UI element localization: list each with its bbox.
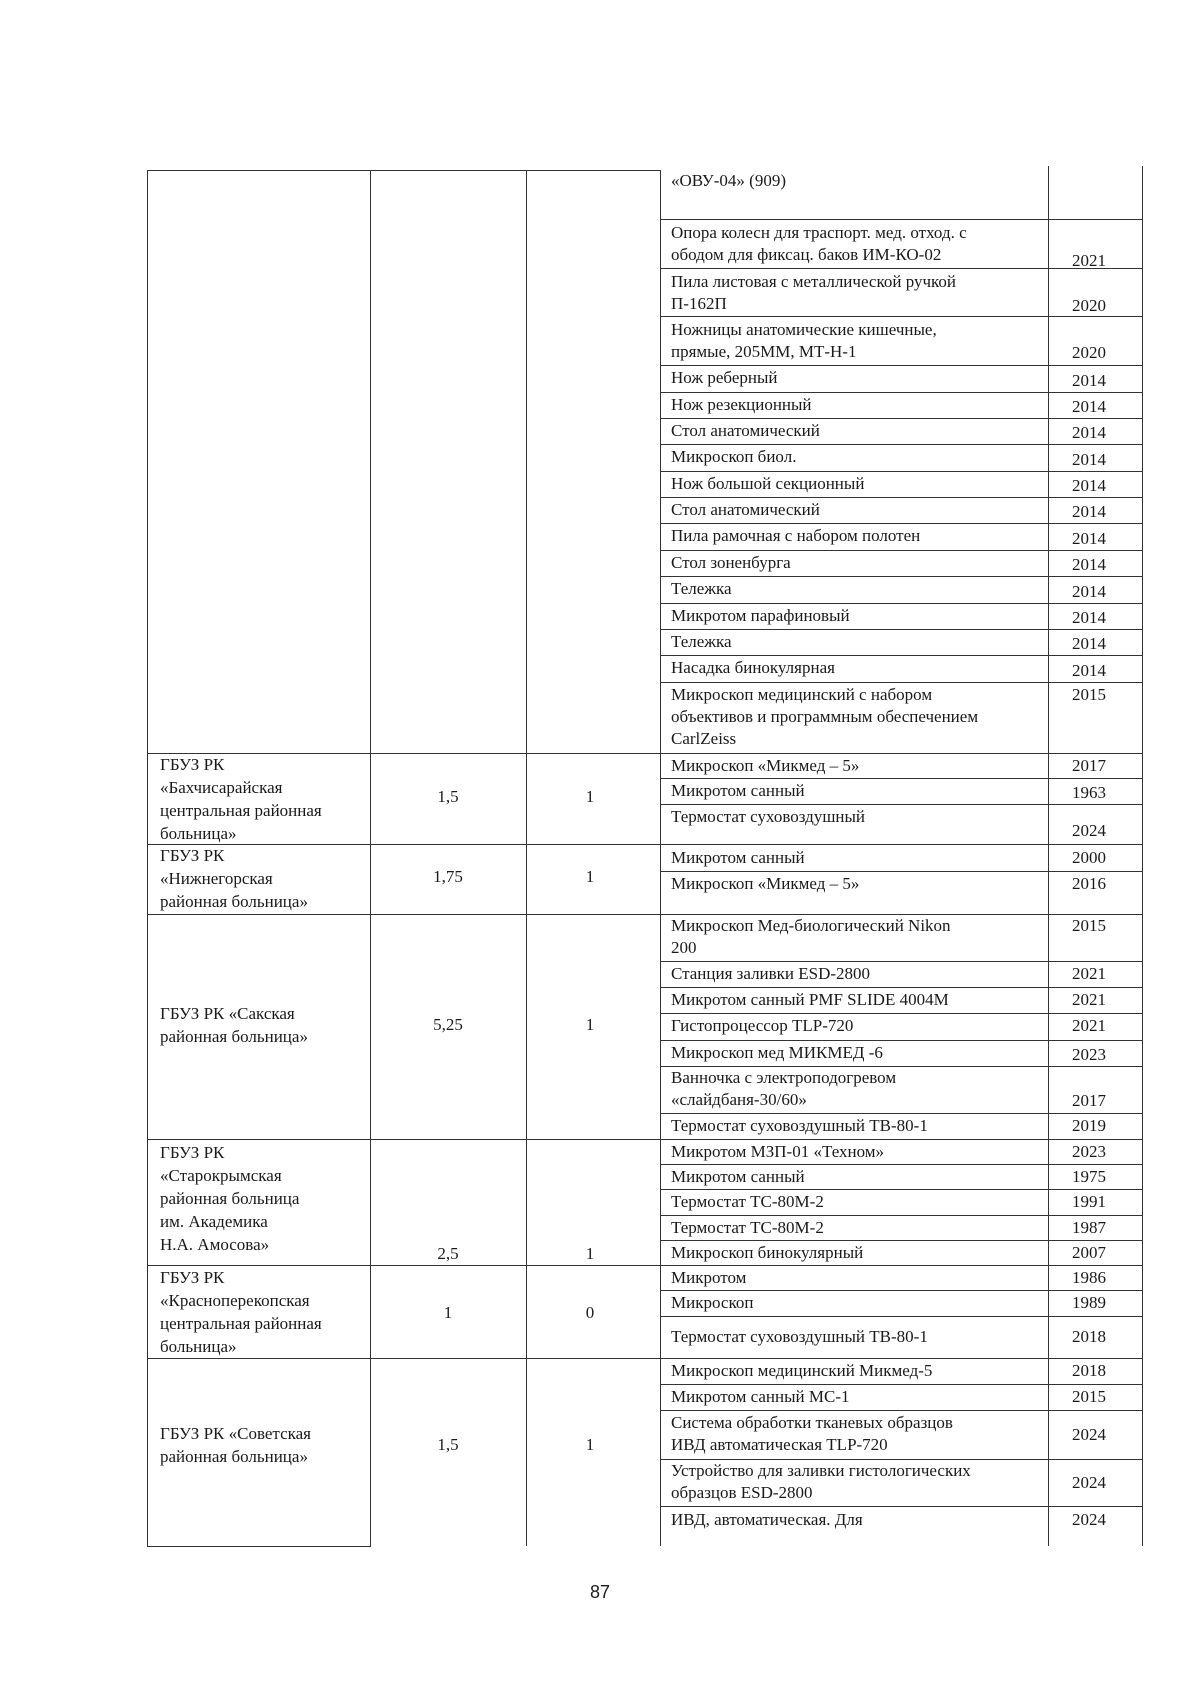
equipment-year: 2007 [1072, 1243, 1106, 1262]
equipment-year: 2021 [1072, 964, 1106, 983]
row-divider [660, 1316, 1142, 1317]
equipment-year: 2015 [1072, 916, 1106, 935]
equipment-year: 1991 [1072, 1192, 1106, 1211]
row-divider [660, 1410, 1142, 1411]
institution-staff: 1 [585, 787, 595, 806]
row-divider [660, 523, 1142, 524]
row-divider [660, 392, 1142, 393]
equipment-name: Система обработки тканевых образцов ИВД автоматическая TLP-720 [671, 1413, 953, 1454]
equipment-year: 2014 [1072, 529, 1106, 548]
equipment-year: 2014 [1072, 423, 1106, 442]
row-divider [660, 1290, 1142, 1291]
institution-staff: 1 [585, 867, 595, 886]
row-divider [660, 961, 1142, 962]
row-divider [660, 629, 1142, 630]
row-divider [660, 471, 1142, 472]
table-column-divider [370, 170, 371, 1546]
equipment-year: 2017 [1072, 756, 1106, 775]
equipment-year: 2024 [1072, 1510, 1106, 1529]
row-divider [660, 1506, 1142, 1507]
equipment-name: Устройство для заливки гистологических образцов ESD-2800 [671, 1461, 971, 1502]
institution-staff: 0 [585, 1303, 595, 1322]
equipment-name: Микротом санный PMF SLIDE 4004M [671, 990, 949, 1009]
institution-name: ГБУЗ РК «Сакская районная больница» [160, 1004, 308, 1046]
equipment-name: Микротом санный [671, 848, 805, 867]
equipment-year: 1987 [1072, 1218, 1106, 1237]
equipment-year: 2024 [1072, 1425, 1106, 1444]
row-divider [660, 871, 1142, 872]
equipment-name: Насадка бинокулярная [671, 658, 835, 677]
equipment-year: 2021 [1072, 990, 1106, 1009]
equipment-name: «ОВУ-04» (909) [671, 171, 787, 190]
equipment-year: 2014 [1072, 634, 1106, 653]
row-divider [660, 804, 1142, 805]
equipment-name: Микроскоп медицинский Микмед-5 [671, 1361, 933, 1380]
page-number: 87 [589, 1582, 611, 1602]
institution-rate: 1 [443, 1303, 453, 1322]
equipment-name: Тележка [671, 632, 732, 651]
equipment-year: 2024 [1072, 821, 1106, 840]
equipment-name: Микроскоп мед МИКМЕД -6 [671, 1043, 883, 1062]
equipment-name: Термостат суховоздушный ТВ-80-1 [671, 1327, 928, 1346]
row-divider [660, 365, 1142, 366]
equipment-name: Пила рамочная с набором полотен [671, 526, 921, 545]
equipment-name: Станция заливки ESD-2800 [671, 964, 871, 983]
equipment-name: Гистопроцессор TLP-720 [671, 1016, 854, 1035]
equipment-name: Опора колесн для траспорт. мед. отход. с ободом для фиксац. баков ИМ-КО-02 [671, 223, 967, 264]
equipment-year: 1963 [1072, 783, 1106, 802]
equipment-year: 2014 [1072, 450, 1106, 469]
table-column-divider [526, 170, 527, 1546]
row-divider [660, 497, 1142, 498]
row-divider [660, 1384, 1142, 1385]
row-divider [660, 987, 1142, 988]
row-divider [660, 444, 1142, 445]
equipment-name: Нож реберный [671, 368, 778, 387]
equipment-name: Микроскоп «Микмед – 5» [671, 874, 860, 893]
equipment-name: Микроскоп «Микмед – 5» [671, 756, 860, 775]
row-divider [660, 1040, 1142, 1041]
equipment-year: 2014 [1072, 582, 1106, 601]
institution-rate: 1,5 [437, 787, 459, 806]
equipment-year: 2020 [1072, 343, 1106, 362]
institution-rate: 1,5 [437, 1435, 459, 1454]
equipment-year: 2014 [1072, 371, 1106, 390]
equipment-year: 2014 [1072, 608, 1106, 627]
equipment-year: 2015 [1072, 685, 1106, 704]
equipment-year: 2015 [1072, 1387, 1106, 1406]
equipment-name: Стол анатомический [671, 421, 820, 440]
institution-divider [147, 914, 1142, 915]
row-divider [660, 603, 1142, 604]
table-border-left [147, 170, 148, 1546]
equipment-name: Пила листовая с металлической ручкой П-162П [671, 272, 957, 313]
equipment-year: 1975 [1072, 1167, 1106, 1186]
institution-name: ГБУЗ РК «Красноперекопская центральная районная больница» [160, 1268, 322, 1356]
row-divider [660, 1189, 1142, 1190]
row-divider [660, 418, 1142, 419]
equipment-name: Нож большой секционный [671, 474, 865, 493]
equipment-year: 2016 [1072, 874, 1106, 893]
row-divider [660, 1215, 1142, 1216]
institution-name: ГБУЗ РК «Нижнегорская районная больница» [160, 846, 308, 911]
equipment-year: 2024 [1072, 1473, 1106, 1492]
equipment-year: 2018 [1072, 1361, 1106, 1380]
equipment-year: 2020 [1072, 296, 1106, 315]
equipment-name: Микроскоп Мед-биологический Nikon 200 [671, 916, 951, 957]
equipment-year: 2014 [1072, 555, 1106, 574]
row-divider [660, 219, 1142, 220]
equipment-year: 2018 [1072, 1327, 1106, 1346]
equipment-name: Термостат ТС-80М-2 [671, 1192, 824, 1211]
row-divider [660, 655, 1142, 656]
institution-divider [147, 1358, 1142, 1359]
row-divider [660, 1164, 1142, 1165]
equipment-name: Микротом санный МС-1 [671, 1387, 850, 1406]
equipment-year: 2014 [1072, 661, 1106, 680]
row-divider [660, 1113, 1142, 1114]
table-bottom-border [147, 1546, 371, 1547]
equipment-name: Нож резекционный [671, 395, 812, 414]
institution-divider [147, 1139, 1142, 1140]
table-border-right [1142, 166, 1143, 1546]
equipment-name: Микротом санный [671, 1167, 805, 1186]
equipment-name: ИВД, автоматическая. Для [671, 1510, 863, 1529]
equipment-year: 2023 [1072, 1142, 1106, 1161]
institution-rate: 5,25 [433, 1015, 463, 1034]
equipment-name: Ножницы анатомические кишечные, прямые, 205ММ, МТ-Н-1 [671, 320, 937, 361]
equipment-year: 1989 [1072, 1293, 1106, 1312]
table-top-border [147, 170, 660, 171]
institution-staff: 1 [585, 1015, 595, 1034]
equipment-year: 2014 [1072, 397, 1106, 416]
equipment-name: Микротом санный [671, 781, 805, 800]
equipment-name: Тележка [671, 579, 732, 598]
institution-name: ГБУЗ РК «Старокрымская районная больница им. Академика Н.А. Амосова» [160, 1143, 300, 1254]
equipment-name: Микротом парафиновый [671, 606, 850, 625]
equipment-year: 2023 [1072, 1045, 1106, 1064]
row-divider [660, 682, 1142, 683]
equipment-year: 2019 [1072, 1116, 1106, 1135]
equipment-name: Стол анатомический [671, 500, 820, 519]
equipment-name: Микротом МЗП-01 «Техном» [671, 1142, 885, 1161]
equipment-name: Термостат ТС-80М-2 [671, 1218, 824, 1237]
equipment-name: Микроскоп медицинский с набором объективов и программным обеспечением CarlZeiss [671, 685, 979, 748]
institution-name: ГБУЗ РК «Советская районная больница» [160, 1424, 311, 1466]
equipment-year: 2021 [1072, 251, 1106, 270]
institution-rate: 2,5 [437, 1244, 459, 1263]
equipment-name: Микроскоп [671, 1293, 754, 1312]
equipment-name: Микротом [671, 1268, 747, 1287]
equipment-year: 1986 [1072, 1268, 1106, 1287]
equipment-name: Стол зоненбурга [671, 553, 791, 572]
row-divider [660, 576, 1142, 577]
equipment-name: Микроскоп биол. [671, 447, 797, 466]
row-divider [660, 1240, 1142, 1241]
row-divider [660, 778, 1142, 779]
institution-rate: 1,75 [433, 867, 463, 886]
row-divider [660, 550, 1142, 551]
equipment-name: Термостат суховоздушный [671, 807, 866, 826]
table-column-divider [660, 170, 661, 1546]
equipment-year: 2017 [1072, 1091, 1106, 1110]
equipment-year: 2014 [1072, 476, 1106, 495]
equipment-name: Термостат суховоздушный ТВ-80-1 [671, 1116, 928, 1135]
row-divider [660, 1013, 1142, 1014]
institution-staff: 1 [585, 1435, 595, 1454]
equipment-name: Ванночка с электроподогревом «слайдбаня-30/60» [671, 1068, 897, 1109]
equipment-year: 2000 [1072, 848, 1106, 867]
equipment-year: 2021 [1072, 1016, 1106, 1035]
equipment-year: 2014 [1072, 502, 1106, 521]
institution-name: ГБУЗ РК «Бахчисарайская центральная районная больница» [160, 755, 322, 843]
equipment-name: Микроскоп бинокулярный [671, 1243, 864, 1262]
institution-staff: 1 [585, 1244, 595, 1263]
